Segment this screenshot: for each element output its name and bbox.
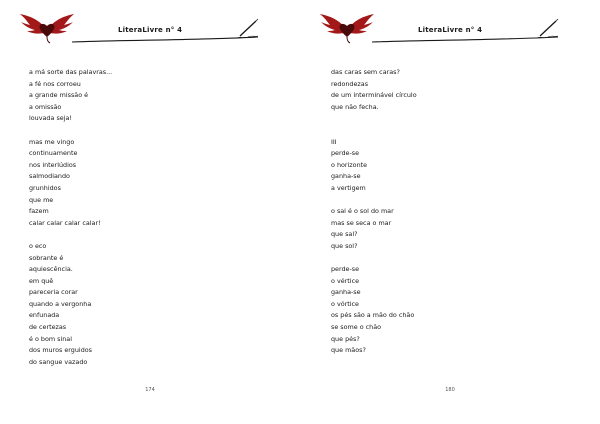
poem-line: se some o chão	[331, 323, 382, 332]
poem-text	[29, 67, 112, 368]
poem-line: que não fecha.	[331, 102, 379, 111]
poem-line: sobrante é	[29, 253, 64, 262]
poem-line: redondezas	[331, 79, 369, 88]
page-number: 174	[145, 387, 155, 393]
poem-line: os pés são a mão do chão	[331, 311, 415, 320]
poem-line: o sal é o sol do mar	[331, 207, 394, 216]
header-rule	[370, 34, 560, 46]
poem-line: de um interminável círculo	[331, 91, 417, 100]
poem-line: mas se seca o mar	[331, 218, 392, 227]
right-page	[300, 0, 600, 424]
stanza	[29, 137, 112, 230]
magazine-title: LiteraLivre n° 4	[418, 26, 483, 34]
poem-line: pareceria corar	[29, 288, 78, 297]
quill-pen-icon	[536, 18, 560, 40]
poem-line: a grande missão é	[29, 91, 89, 100]
poem-line: louvada seja!	[29, 114, 72, 123]
poem-line: enfunada	[29, 311, 60, 320]
winged-heart-logo-icon	[18, 10, 76, 44]
poem-line: continuamente	[29, 149, 78, 158]
poem-line: em quê	[29, 276, 54, 285]
stanza	[331, 264, 417, 357]
poem-line: fazem	[29, 207, 49, 216]
poem-line: o vértice	[331, 276, 360, 285]
poem-line: que me	[29, 195, 54, 204]
stanza	[331, 206, 417, 252]
poem-line: de certezas	[29, 323, 67, 332]
stanza	[331, 67, 417, 113]
poem-line: o eco	[29, 241, 47, 250]
poem-line: que mãos?	[331, 346, 366, 355]
page-header	[0, 0, 300, 50]
poem-line: que pés?	[331, 334, 360, 343]
stanza	[331, 137, 417, 195]
poem-line: a vertigem	[331, 183, 366, 192]
poem-line: ganha-se	[331, 288, 361, 297]
page-header	[300, 0, 600, 50]
poem-line: dos muros erguidos	[29, 346, 92, 355]
poem-line: salmodiando	[29, 172, 70, 181]
poem-line: grunhidos	[29, 183, 61, 192]
poem-line: ganha-se	[331, 172, 361, 181]
poem-line: calar calar calar calar!	[29, 218, 101, 227]
page-number: 180	[445, 387, 455, 393]
poem-line: do sangue vazado	[29, 357, 88, 366]
poem-line: que sal?	[331, 230, 358, 239]
poem-line: aquiescência.	[29, 265, 73, 274]
stanza	[29, 241, 112, 369]
section-number: III	[331, 137, 337, 146]
poem-line: perde-se	[331, 265, 360, 274]
poem-line: das caras sem caras?	[331, 68, 400, 76]
poem-line: a omissão	[29, 102, 62, 111]
poem-line: o vórtice	[331, 299, 359, 308]
poem-line: a fé nos corroeu	[29, 79, 81, 88]
quill-pen-icon	[236, 18, 260, 40]
winged-heart-logo-icon	[318, 10, 376, 44]
poem-line: é o bom sinal	[29, 334, 72, 343]
magazine-title: LiteraLivre n° 4	[118, 26, 183, 34]
header-rule	[70, 34, 260, 46]
stanza	[29, 67, 112, 125]
poem-line: que sol?	[331, 241, 358, 250]
poem-line: mas me vingo	[29, 137, 75, 146]
poem-line: perde-se	[331, 149, 360, 158]
poem-line: a má sorte das palavras...	[29, 68, 113, 76]
poem-line: quando a vergonha	[29, 299, 92, 308]
poem-line: o horizonte	[331, 160, 368, 169]
poem-text	[331, 67, 417, 357]
poem-line: nos interlúdios	[29, 160, 77, 169]
